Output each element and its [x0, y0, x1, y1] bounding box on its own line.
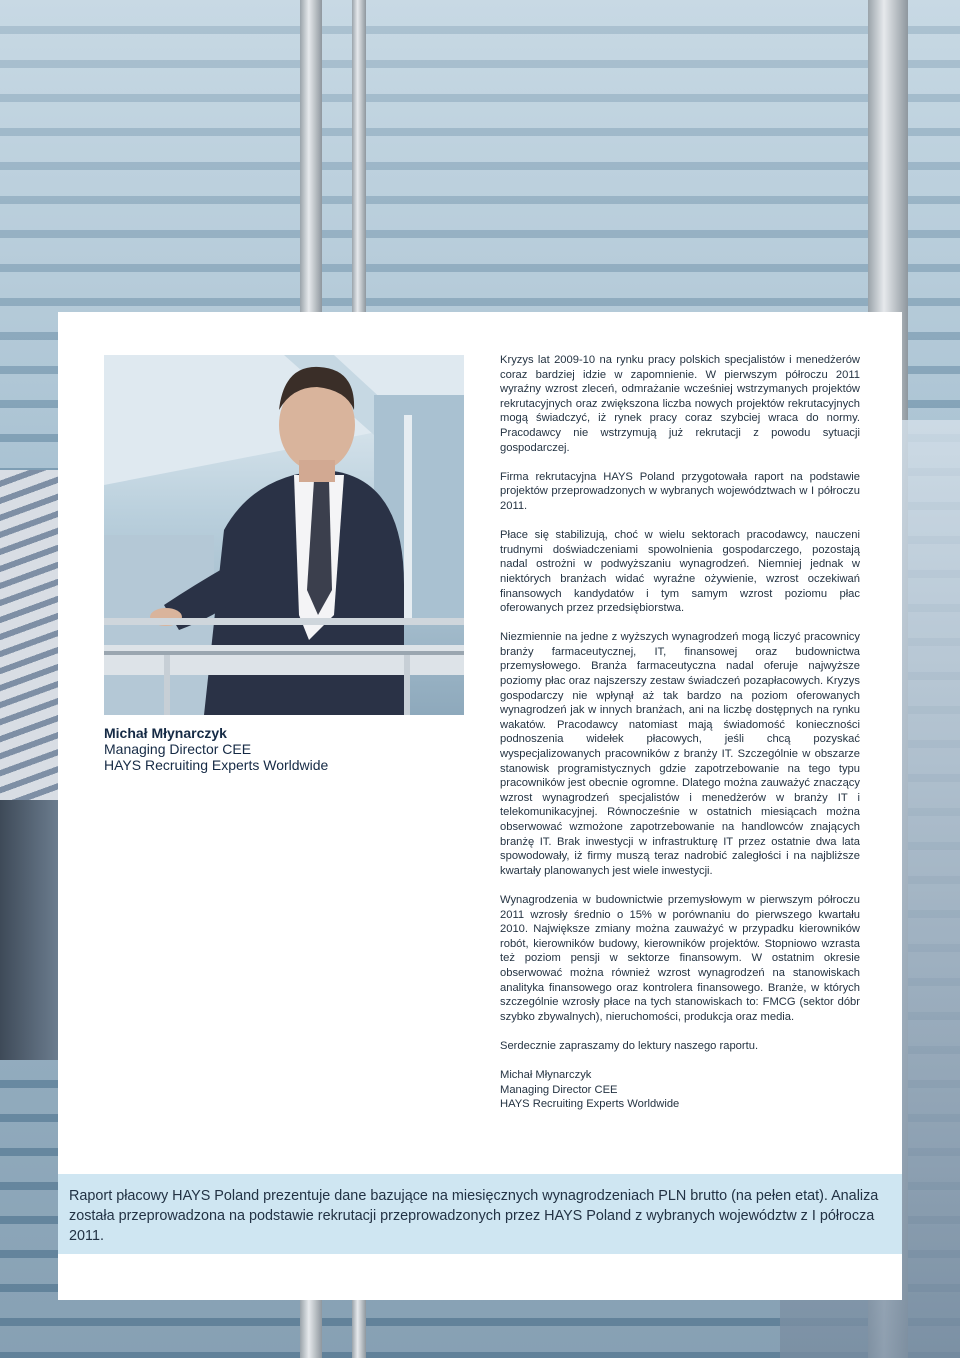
article-paragraph: Wynagrodzenia w budownictwie przemysłowym w pierwszym półroczu 2011 wzrosły średnio o 15% w porównaniu do pierwszego kwartału 2010. Największe zmiany można zauważyć w przypadku kierowników robót, kierowników budowy, kierowników projektów. Stopniowo wzrasta też poziom pensji w sektorze finansowym. W ostatnim okresie obserwować można również wzrost wynagrodzeń na stanowiskach analityka finansowego oraz kontrolera finansowego. Branże, w których szczególnie wzrosły płace na tych stanowiskach to: FMCG (sektor dóbr szybko zbywalnych), nieruchomości, produkcja oraz media. — [500, 893, 860, 1023]
article-paragraph: Serdecznie zapraszamy do lektury naszego raportu. — [500, 1039, 759, 1052]
person-title: Managing Director CEE — [104, 741, 252, 757]
portrait-photo — [104, 355, 464, 715]
signature-title: Managing Director CEE — [500, 1083, 618, 1096]
article-paragraph: Niezmiennie na jedne z wyższych wynagrodzeń mogą liczyć pracownicy branży farmaceutycznej, IT, finansowej oraz budownictwa przemysłowego. Branża farmaceutyczna nadal oferuje najwyższe poziomy płac oraz najszerszy zestaw świadczeń pozapłacowych. Kryzys gospodarczy nie wpłynął aż tak bardzo na poziom oferowanych wynagrodzeń jak w innych branżach, ani na liczbę dostępnych na rynku wakatów. Pracodawcy natomiast mają świadomość konieczności podnoszenia widełek płacowych, jeśli chcą pozyskać wyspecjalizowanych pracowników z branży IT. Szczególnie w obszarze stanowisk programistycznych gdzie zapotrzebowanie na tego typu pracowników jest obecnie ogromne. Dlatego można zauważyć znaczący wzrost wynagrodzeń specjalistów i menedżerów w branży IT i telekomunikacyjnej. Równocześnie w ostatnich miesiącach można obserwować wzmożone zapotrzebowanie na handlowców znających branżę IT. Brak inwestycji w infrastrukturę IT przez ostatnie dwa lata spowodowały, iż firmy muszą teraz nadrobić zaległości i na najbliższe kwartały planowanych jest wiele inwestycji. — [500, 631, 860, 877]
background-figure-head — [0, 800, 58, 1060]
article-paragraph: Kryzys lat 2009-10 na rynku pracy polskich specjalistów i menedżerów coraz bardziej idzie w zapomnienie. W pierwszym półroczu 2011 wyraźny wzrost zleceń, odmrażanie wcześniej wstrzymanych projektów rekrutacyjnych oraz zwiększona liczba nowych projektów rekrutacyjnych mogą świadczyć, iż rynek pracy coraz szybciej wraca do normy. Pracodawcy nie wstrzymują już rekrutacji z powodu sytuacji gospodarczej. — [500, 354, 860, 454]
portrait-caption — [104, 725, 404, 773]
article-paragraph: Firma rekrutacyjna HAYS Poland przygotowała raport na podstawie projektów przeprowadzonych w wybranych województwach w I półroczu 2011. — [500, 470, 860, 512]
article-paragraph: Płace się stabilizują, choć w wielu sektorach pracodawcy, nauczeni trudnymi doświadczeniami spowolnienia gospodarczego, pozostają nadal ostrożni w podwyższaniu wynagrodzeń. Niemniej jednak w niektórych branżach widać wyraźne ożywienie, wzrost oczekiwań finansowych kandydatów i tym samym wzrost poziomu płac oferowanych przez przedsiębiorstwa. — [500, 529, 860, 615]
signature-company: HAYS Recruiting Experts Worldwide — [500, 1098, 680, 1111]
person-company: HAYS Recruiting Experts Worldwide — [104, 757, 329, 773]
signature-name: Michał Młynarczyk — [500, 1069, 592, 1082]
person-name: Michał Młynarczyk — [104, 725, 227, 741]
report-note-banner — [58, 1174, 902, 1254]
content-card — [58, 312, 902, 1300]
article-signature — [500, 1068, 860, 1112]
article-body — [500, 353, 860, 1112]
portrait-illustration — [104, 355, 464, 715]
report-note-text: Raport płacowy HAYS Poland prezentuje dane bazujące na miesięcznych wynagrodzeniach PLN brutto (na pełen etat). Analiza została przeprowadzona na podstawie rekrutacji przeprowadzonych przez HAYS Poland z wybranych województw z I półrocza 2011. — [69, 1188, 879, 1244]
